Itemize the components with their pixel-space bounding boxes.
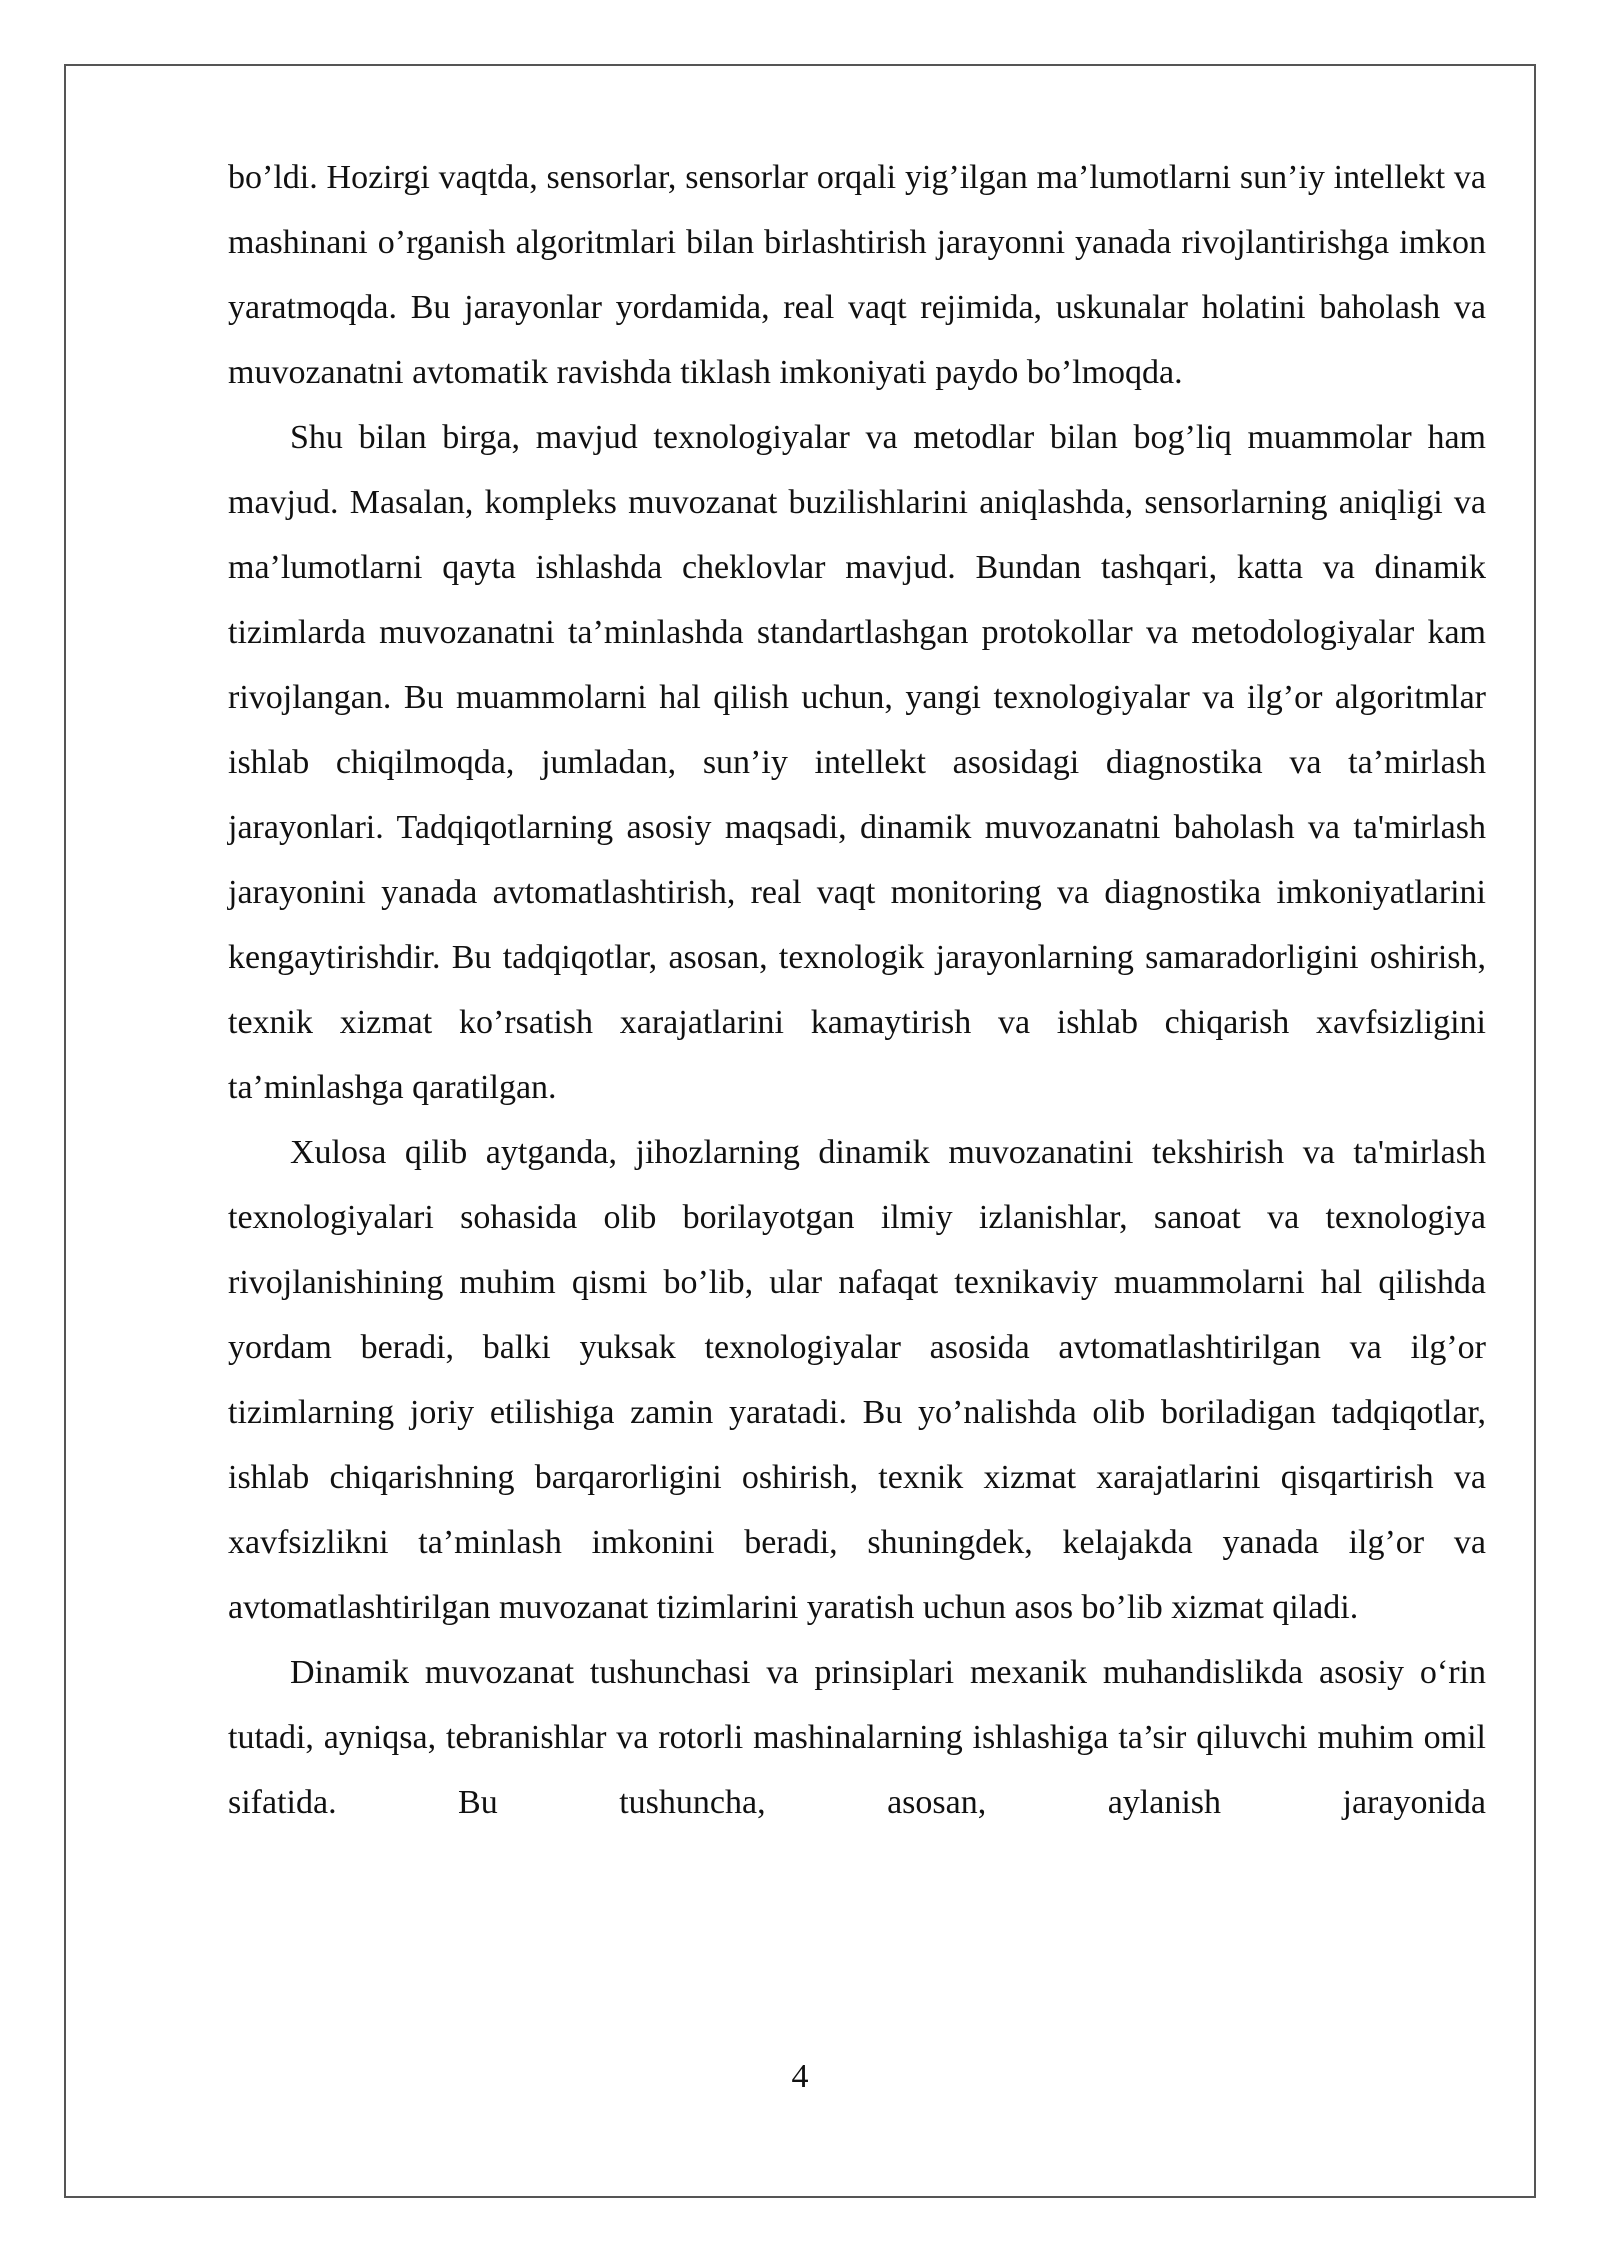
paragraph-1: bo’ldi. Hozirgi vaqtda, sensorlar, sensorlar orqali yig’ilgan ma’lumotlarni sun’iy intellekt va mashinani o’rganish algoritmlari bilan birlashtirish jarayonni yanada rivojlantirishga imkon yaratmoqda. Bu jarayonlar yordamida, real vaqt rejimida, uskunalar holatini baholash va muvozanatni avtomatik ravishda tiklash imkoniyati paydo bo’lmoqda. <box>228 159 1486 391</box>
paragraph-4: Dinamik muvozanat tushunchasi va prinsiplari mexanik muhandislikda asosiy o‘rin tutadi, ayniqsa, tebranishlar va rotorli mashinalarning ishlashiga ta’sir qiluvchi muhim omil sifatida. Bu tushuncha, asosan, aylanish jarayonida <box>228 1654 1486 1821</box>
paragraph-2: Shu bilan birga, mavjud texnologiyalar va metodlar bilan bog’liq muammolar ham mavjud. Masalan, kompleks muvozanat buzilishlarini aniqlashda, sensorlarning aniqligi va ma’lumotlarni qayta ishlashda cheklovlar mavjud. Bundan tashqari, katta va dinamik tizimlarda muvozanatni ta’minlashda standartlashgan protokollar va metodologiyalar kam rivojlangan. Bu muammolarni hal qilish uchun, yangi texnologiyalar va ilg’or algoritmlar ishlab chiqilmoqda, jumladan, sun’iy intellekt asosidagi diagnostika va ta’mirlash jarayonlari. Tadqiqotlarning asosiy maqsadi, dinamik muvozanatni baholash va ta'mirlash jarayonini yanada avtomatlashtirish, real vaqt monitoring va diagnostika imkoniyatlarini kengaytirishdir. Bu tadqiqotlar, asosan, texnologik jarayonlarning samaradorligini oshirish, texnik xizmat ko’rsatish xarajatlarini kamaytirish va ishlab chiqarish xavfsizligini ta’minlashga qaratilgan. <box>228 419 1486 1106</box>
paragraph-3: Xulosa qilib aytganda, jihozlarning dinamik muvozanatini tekshirish va ta'mirlash texnologiyalari sohasida olib borilayotgan ilmiy izlanishlar, sanoat va texnologiya rivojlanishining muhim qismi bo’lib, ular nafaqat texnikaviy muammolarni hal qilishda yordam beradi, balki yuksak texnologiyalar asosida avtomatlashtirilgan va ilg’or tizimlarning joriy etilishiga zamin yaratadi. Bu yo’nalishda olib boriladigan tadqiqotlar, ishlab chiqarishning barqarorligini oshirish, texnik xizmat xarajatlarini qisqartirish va xavfsizlikni ta’minlash imkonini beradi, shuningdek, kelajakda yanada ilg’or va avtomatlashtirilgan muvozanat tizimlarini yaratish uchun asos bo’lib xizmat qiladi. <box>228 1134 1486 1626</box>
document-body <box>228 145 1486 1835</box>
page-number: 4 <box>791 2058 809 2095</box>
